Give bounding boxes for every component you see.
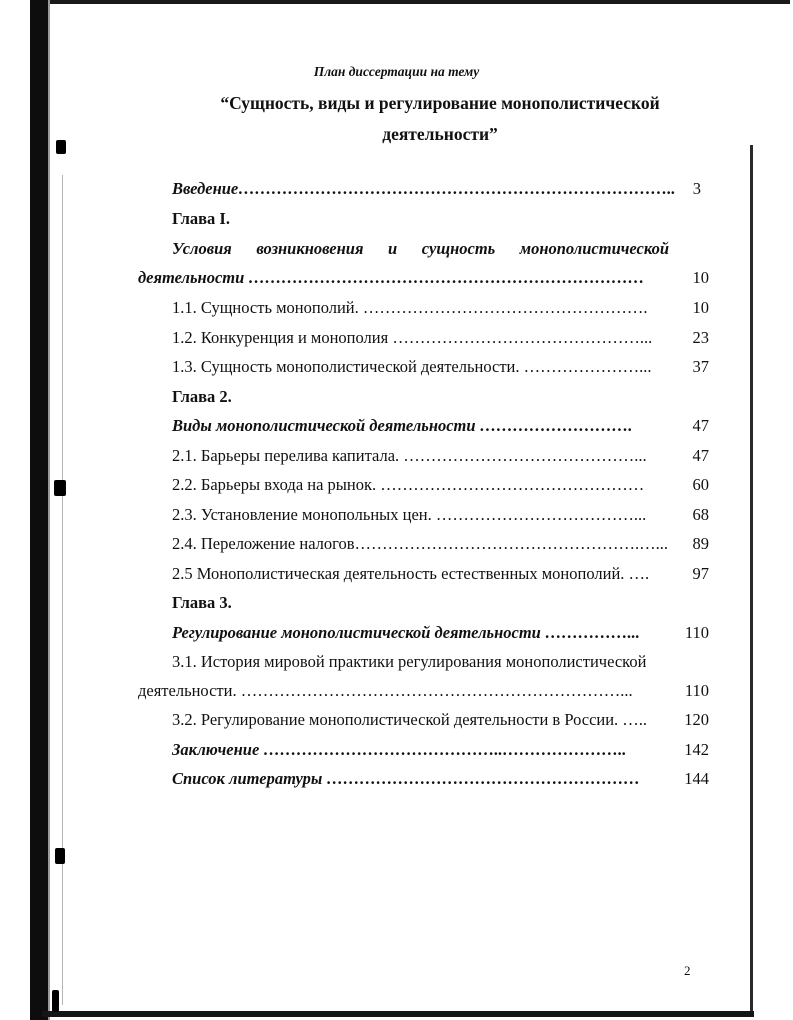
toc-page: 23 [692,328,709,347]
plan-heading: План диссертации на тему [313,64,480,79]
toc-entry [0,679,793,703]
toc-entry [0,503,793,527]
toc-page: 142 [684,740,709,759]
toc-page: 10 [692,298,709,317]
toc-entry [0,355,793,379]
toc-page: 47 [692,416,709,435]
toc-entry-line-1 [0,650,793,674]
toc-entry [0,296,793,320]
toc-entry-conclusion [0,738,793,762]
toc-label: Регулирование монополистической деятельности ……………... [172,623,640,642]
toc-label: 1.2. Конкуренция и монополия ………………………………………... [172,328,653,347]
toc-label: Введение…………………………………………………………………….. [172,179,676,198]
toc-entry [0,708,793,732]
toc-entry-chapter-3 [0,621,793,645]
toc-label: 2.4. Переложение налогов…………………………………………….…... [172,534,669,553]
toc-label: Заключение ……………………………………..………………….. [172,740,627,759]
toc-label: Глава I. [172,209,230,228]
page-number: 2 [684,963,691,978]
toc-page: 110 [684,623,709,642]
toc-entry [0,444,793,468]
toc-entry [0,532,793,556]
toc-page: 89 [692,534,709,553]
toc-label-line-1: 3.1. История мировой практики регулирования монополистической [172,652,647,671]
toc-page: 97 [692,564,709,583]
toc-label-line-1: Условия возникновения и сущность монополистической [172,239,669,258]
toc-page: 68 [692,505,709,524]
toc-entry [0,326,793,350]
toc-label: Список литературы ………………………………………………… [172,769,640,788]
toc-entry [0,562,793,586]
toc-chapter-heading [0,207,793,231]
toc-page: 144 [684,769,709,788]
toc-label: 2.2. Барьеры входа на рынок. ………………………………………… [172,475,645,494]
toc-page: 60 [692,475,709,494]
toc-chapter-heading [0,385,793,409]
toc-page: 110 [684,681,709,700]
title-line-1: “Сущность, виды и регулирование монополистической [220,93,660,113]
toc-entry-bibliography [0,767,793,791]
toc-page: 120 [684,710,709,729]
toc-label: 3.2. Регулирование монополистической деятельности в России. ….. [172,710,648,729]
toc-label-line-2: деятельности. ……………………………………………………………... [138,681,633,700]
title-line-2: деятельности” [382,124,498,144]
toc-label: 2.1. Барьеры перелива капитала. ……………………………………... [172,446,647,465]
toc-label: 1.3. Сущность монополистической деятельности. …………………... [172,357,652,376]
toc-label-line-2: деятельности ……………………………………………………………… [138,268,645,287]
toc-entry-introduction [0,177,793,201]
toc-entry [0,473,793,497]
toc-label: 2.5 Монополистическая деятельность естественных монополий. …. [172,564,650,583]
toc-label: 2.3. Установление монопольных цен. ………………………………... [172,505,647,524]
toc-page: 37 [692,357,709,376]
toc-label: Глава 3. [172,593,232,612]
toc-entry-chapter-1 [0,266,793,290]
toc-page: 3 [692,179,701,198]
toc-page: 10 [692,268,709,287]
toc-page: 47 [692,446,709,465]
toc-label: 1.1. Сущность монополий. ……………………………………………. [172,298,648,317]
toc-label: Глава 2. [172,387,232,406]
toc-entry-chapter-2 [0,414,793,438]
toc-chapter-heading [0,591,793,615]
toc-label: Виды монополистической деятельности ………………………. [172,416,633,435]
